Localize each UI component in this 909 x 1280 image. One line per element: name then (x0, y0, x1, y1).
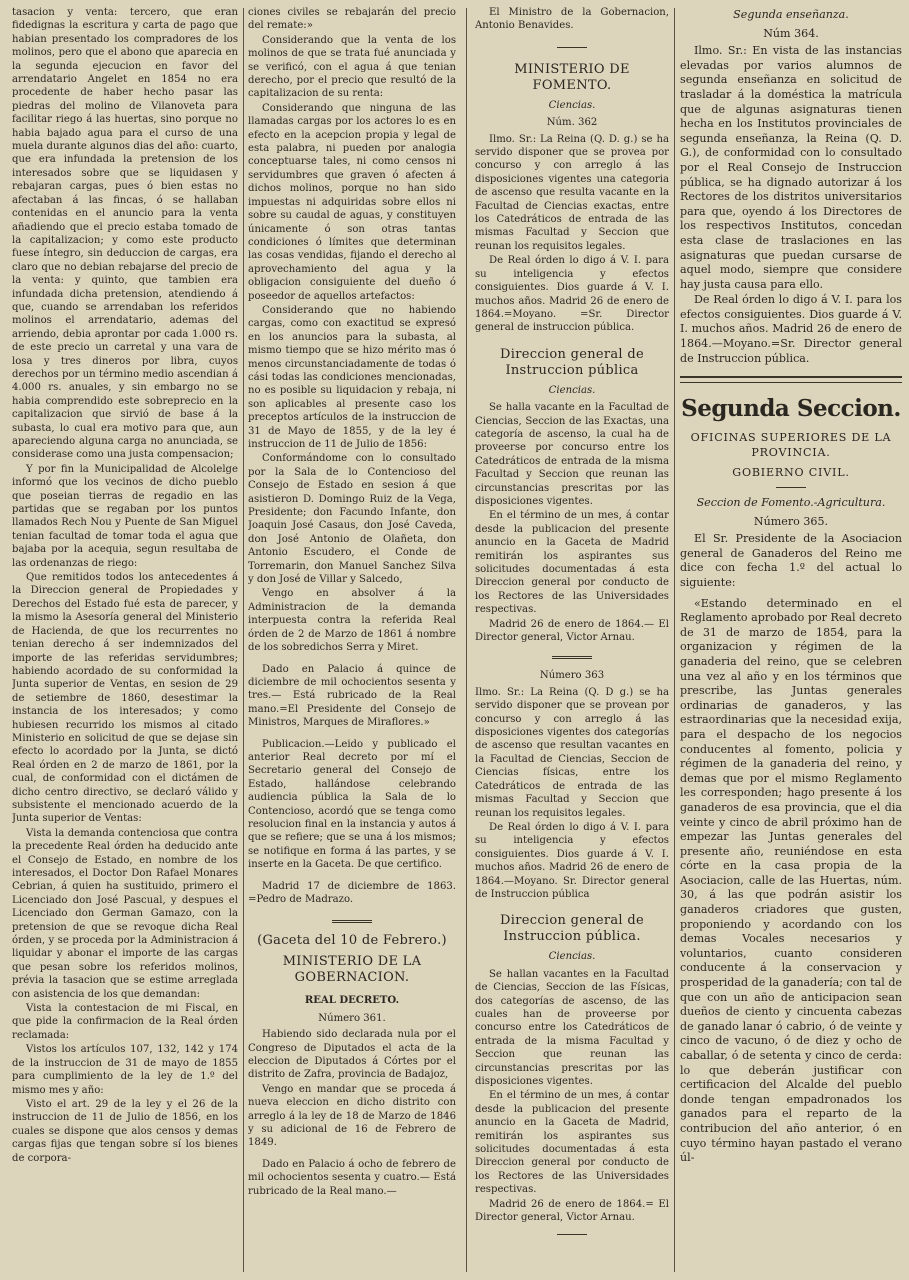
gobierno-civil-heading: GOBIERNO CIVIL. (732, 466, 850, 480)
direccion-heading: Direccion general de Instruccion pública (500, 346, 644, 378)
ministerio-heading: MINISTERIO DE LA GOBERNACION. (282, 954, 422, 986)
segunda-ensenanza-heading: Segunda enseñanza. (733, 8, 849, 21)
gaceta-heading: (Gaceta del 10 de Febrero.) (257, 933, 447, 949)
paragraph: Vengo en mandar que se proceda á nueva eleccion en dicho distrito con arreglo á la ley de 18 de Marzo de 1846 y su adicional de 16 de Febrero de 1849. (248, 1083, 456, 1149)
signature: El Ministro de la Gobernacion, Antonio Benavides. (475, 7, 669, 32)
paragraph: Y por fin la Municipalidad de Alcolelge informó que los vecinos de dicho pueblo que poseian tierras de regadio en las partidas que se regaban por los puntos llamados Rech Nou y Puente de San Miguel tenian facultad de tomar toda el agua que bajaba por la acequia, segun resultaba de las ordenanzas de riego: (12, 463, 238, 569)
paragraph: El Sr. Presidente de la Asociacion general de Ganaderos del Reino me dice con fecha 1.º del actual lo siguiente: (680, 532, 902, 589)
section-rule (680, 376, 902, 383)
numero-363: Número 363 (539, 670, 605, 682)
paragraph: ciones civiles se rebajarán del precio del remate:» (248, 7, 456, 32)
column-2 (248, 6, 456, 1274)
paragraph: Considerando que no habiendo cargas, como con exactitud se expresó en los anuncios para la subasta, al mismo tiempo que se hizo mérito mas ó menos circunstanciadamente de todas ó cási todas las condiciones mencionadas, no es posible su liquidacion y rebaja, ni son aplicables al presente caso los preceptos artículos de la instruccion de 31 de Mayo de 1855, y de la ley é instruccion de 11 de Julio de 1856: (248, 304, 456, 450)
separator (557, 1234, 587, 1235)
numero-365: Número 365. (753, 514, 829, 528)
ciencias-heading: Ciencias. (548, 951, 596, 963)
paragraph: Vista la contestacion de mi Fiscal, en que pide la confirmacion de la Real órden reclamada: (12, 1003, 238, 1041)
paragraph: Se halla vacante en la Facultad de Ciencias, Seccion de las Exactas, una categoría de ascenso, la cual ha de proveerse por concurso entre los Catedráticos de entrada de la misma Facultad y Seccion que reunan las circunstancias prescritas por las disposiciones vigentes. (475, 402, 669, 507)
separator (557, 47, 587, 48)
column-divider (674, 8, 675, 1272)
date-signature: Madrid 26 de enero de 1864.— El Director general, Victor Arnau. (475, 618, 669, 644)
paragraph: Conformándome con lo consultado por la Sala de lo Contencioso del Consejo de Estado en sesion á que asistieron D. Domingo Ruiz de la Vega, Presidente; don Facundo Infante, don Joaquin José Casaus, don José Caveda, don José Antonio de Olañeta, don Antonio Escudero, el Conde de Torremarin, don Manuel Sanchez Silva y don José de Villar y Salcedo, (248, 453, 456, 586)
ciencias-heading: Ciencias. (548, 99, 596, 111)
paragraph: En el término de un mes, á contar desde la publicacion del presente anuncio en la Gaceta de Madrid, remitirán los aspirantes sus solicitudes documentadas á esta Direccion general por conducto de los Rectores de las Universidades respectivas. (475, 1090, 669, 1196)
oficinas-heading: OFICINAS SUPERIORES DE LA PROVINCIA. (690, 431, 892, 459)
segunda-seccion-heading: Segunda Seccion. (681, 395, 901, 423)
paragraph: Que remitidos todos los antecedentes á la Direccion general de Propiedades y Derechos del Estado fué esta de parecer, y la mismo la Asesoría general del Ministerio de Hacienda, de que los recurrentes no tenian derecho á ser indemnizados del importe de las referidas servidumbres; habiendo acordado de su conformidad la Junta superior de Ventas, en sesion de 29 de setiembre de 1860, desestimar la instancia de los interesados; y como hubiesen recurrido los mismos al citado Ministerio en solicitud de que se dejase sin efecto lo acordado por la Junta, se dictó Real órden en 2 de marzo de 1861, por la cual, de conformidad con el dictámen de dicho centro directivo, se declaró válido y subsistente el mencionado acuerdo de la Junta superior de Ventas: (12, 572, 238, 825)
fomento-heading: Seccion de Fomento.-Agricultura. (696, 496, 886, 510)
date-signature: Madrid 26 de enero de 1864.= El Director general, Victor Arnau. (475, 1198, 669, 1224)
decreto-heading: REAL DECRETO. (304, 995, 400, 1007)
paragraph: En el término de un mes, á contar desde la publicacion del presente anuncio en la Gaceta de Madrid remitirán los aspirantes sus solicitudes documentadas á esta Direccion general por conducto de los Rectores de las Universidades respectivas. (475, 510, 669, 616)
paragraph: Ilmo. Sr.: En vista de las instancias elevadas por varios alumnos de segunda enseñanza en solicitud de trasladar á la doméstica la matrícula que de algunas asignaturas tienen hecha en los Institutos provinciales de segunda enseñanza, la Reina (Q. D. G.), de conformidad con lo consultado por el Real Consejo de Instruccion pública, se ha dignado autorizar á los Rectores de los distritos universitarios para que, oyendo á los Directores de los respectivos Institutos, concedan esta clase de traslaciones en las asignaturas que puedan cursarse de aquel modo, siempre que considere hay justa causa para ello. (680, 44, 902, 291)
paragraph: Vistos los artículos 107, 132, 142 y 174 de la instruccion de 31 de mayo de 1855 para cumplimiento de la ley de 1.º del mismo mes y año: (12, 1044, 238, 1096)
paragraph: Dado en Palacio á ocho de febrero de mil ochocientos sesenta y cuatro.— Está rubricado de la Real mano.— (248, 1158, 456, 1197)
paragraph: Visto el art. 29 de la ley y el 26 de la instruccion de 11 de Julio de 1856, en los cuales se dispone que alos censos y demas cargas fijas que tengan sobre sí los bienes de corpora- (12, 1098, 238, 1164)
column-3 (475, 6, 669, 1274)
column-divider (243, 8, 244, 1272)
ciencias-heading: Ciencias. (548, 384, 596, 396)
paragraph: Considerando que la venta de los molinos de que se trata fué anunciada y se verificó, con el agua á que tenian derecho, por el precio que resultó de la capitalizacion de su renta: (248, 34, 456, 100)
paragraph: De Real órden lo digo á V. I. para su inteligencia y efectos consiguientes. Dios guarde á V. I. muchos años. Madrid 26 de enero de 1864.=Moyano. =Sr. Director general de instruccion pública. (475, 255, 669, 334)
paragraph: Vista la demanda contenciosa que contra la precedente Real órden ha deducido ante el Consejo de Estado, en nombre de los interesados, el Doctor Don Rafael Monares Cebrian, á quien ha sustituido, primero el Licenciado don José Pascual, y despues el Licenciado don German Gamazo, con la pretension de que se revoque dicha Real órden, y se proceda por la Administracion á liquidar y abonar el importe de las cargas que pesan sobre los referidos molinos, prévia la tasacion que se estime arreglada con asistencia de los que demandan: (12, 827, 238, 1000)
paragraph: Vengo en absolver á la Administracion de la demanda interpuesta contra la referida Real órden de 2 de Marzo de 1861 á nombre de los sobredichos Serra y Miret. (248, 588, 456, 654)
numero-364: Núm 364. (763, 26, 819, 40)
paragraph: De Real órden lo digo á V. I. para su inteligencia y efectos consiguientes. Dios guarde á V. I. muchos años. Madrid 26 de enero de 1864.—Moyano. Sr. Director general de Instruccion pública (475, 821, 669, 900)
column-divider (466, 8, 467, 1272)
paragraph: Ilmo. Sr.: La Reina (Q. D g.) se ha servido disponer que se provean por concurso y con arreglo á las disposiciones vigentes dos categorías de ascenso que resultan vacantes en la Facultad de Ciencias, Seccion de Ciencias físicas, entre los Catedráticos de entrada de las mismas Facultad y Seccion que reunan los requisitos legales. (475, 686, 669, 819)
paragraph: Considerando que ninguna de las llamadas cargas por los actores lo es en efecto en la acepcion propia y legal de esta palabra, ni pueden por analogia conceptuarse tales, ni como censos ni servidumbres que graven ó afecten á dichos molinos, porque no han sido impuestas ni adquiridas sobre ellos ni sobre su caudal de aguas, y constituyen únicamente ó son otras tantas condiciones ó límites que determinan las cosas vendidas, fijando el derecho al aprovechamiento del agua y la obligacion consiguiente del dueño ó poseedor de aquellos artefactos: (248, 102, 456, 302)
direccion-heading: Direccion general de Instruccion pública. (500, 913, 644, 945)
paragraph: Dado en Palacio á quince de diciembre de mil ochocientos sesenta y tres.— Está rubricado de la Real mano.=El Presidente del Consejo de Ministros, Marques de Miraflores.» (248, 663, 456, 729)
ministerio-fomento-heading: MINISTERIO DE FOMENTO. (514, 61, 630, 93)
numero-362: Núm. 362 (546, 117, 598, 129)
separator (776, 487, 806, 488)
paragraph: Se hallan vacantes en la Facultad de Ciencias, Seccion de las Físicas, dos categorías de ascenso, de las cuales han de proveerse por concurso entre los Catedráticos de entrada de la misma Facultad y Seccion que reunan las circunstancias prescritas por las disposiciones vigentes. (475, 968, 669, 1087)
paragraph: «Estando determinado en el Reglamento aprobado por Real decreto de 31 de marzo de 1854, para la organizacion y régimen de la ganaderia del reino, que se celebren una vez al año y en los términos que prescribe, las Juntas generales ordinarias de ganaderos, y las estraordinarias que la necesidad exija, para el despacho de los negocios conducentes al fomento, policia y régimen de la ganaderia del reino, y demas que por el mismo Reglamento les corresponden; hago presente á los ganaderos de esa provincia, que el dia veinte y cinco de abril próximo han de empezar las Juntas generales del presente año, reuniéndose en esta córte en la casa propia de la Asociacion, calle de las Huertas, núm. 30, á las que podrán asistir los ganaderos criadores que gusten, proponiendo y acordando con los demas Vocales necesarios y voluntarios, cuanto consideren conducente á la conservacion y prosperidad de la ganadería; con tal de que con un año de anticipacion sean dueños de ciento y cincuenta cabezas de ganado lanar ó cabrio, ó de veinte y cinco de vacuno, ó de diez y ocho de caballar, ó de setenta y cinco de cerda: lo que deberán justificar con certificacion del Alcalde del pueblo donde tengan empadronados los ganados para el reparto de la contribucion del año anterior, ó en cuyo término hayan pastado el verano úl- (680, 596, 902, 1165)
date-signature: Madrid 17 de diciembre de 1863. =Pedro de Madrazo. (248, 880, 456, 905)
column-1 (12, 6, 238, 1274)
numero-361: Número 361. (318, 1012, 386, 1024)
column-4 (680, 6, 902, 1274)
separator (552, 656, 592, 659)
separator (332, 920, 372, 923)
paragraph: Ilmo. Sr.: La Reina (Q. D. g.) se ha servido disponer que se provea por concurso y con arreglo á las disposiciones vigentes una categoria de ascenso que resulta vacante en la Facultad de Ciencias exactas, entre los Catedráticos de entrada de las mismas Facultad y Seccion que reunan los requisitos legales. (475, 133, 669, 252)
paragraph: tasacion y venta: tercero, que eran fidedignas la escritura y carta de pago que habian presentado los compradores de los molinos, pero que el abono que aparecia en la segunda ejecucion en favor del arrendatario Angelet en 1854 no era procedente de haber hecho pasar las piedras del molino de Vilanoveta para facilitar riego á las huertas, sino porque no habia bajado agua para el curso de una muela durante algunos dias del año: cuarto, que era infundada la pretension de los interesados sobre que se liquidasen y rebajaran cargas, pues ó bien estas no afectaban á las fincas, ó se hallaban contenidas en el anuncio para la venta añadiendo que el precio estaba tomado de la capitalizacion; y como este producto fuese íntegro, sin deduccion de cargas, era claro que no debian rebajarse del precio de la venta: y quinto, que tambien era infundada dicha pretension, atendiendo á que, cuando se arrendaban los referidos molinos el arrendatario, ademas del arriendo, debia aprontar por cada 1.000 rs. de este precio un carretal y una vara de losa y tres dineros por libra, cuyos derechos por un término medio ascendian á 4.000 rs. anuales, y sin embargo no se habia comprendido este sobreprecio en la capitalizacion que sirvió de base á la subasta, lo cual era motivo para que, aun apareciendo alguna carga no anunciada, se considerase como una justa compensacion; (12, 7, 238, 461)
paragraph: Publicacion.—Leido y publicado el anterior Real decreto por mí el Secretario general del Consejo de Estado, hallándose celebrando audiencia pública la Sala de lo Contencioso, acordó que se tenga como resolucion final en la instancia y autos á que se refiere; que se una á los mismos; se notifique en forma á las partes, y se inserte en la Gaceta. De que certifico. (248, 738, 456, 871)
paragraph: De Real órden lo digo á V. I. para los efectos consiguientes. Dios guarde á V. I. muchos años. Madrid 26 de enero de 1864.—Moyano.=Sr. Director general de Instruccion pública. (680, 293, 902, 365)
paragraph: Habiendo sido declarada nula por el Congreso de Diputados el acta de la eleccion de Diputados á Córtes por el distrito de Zafra, provincia de Badajoz, (248, 1029, 456, 1081)
